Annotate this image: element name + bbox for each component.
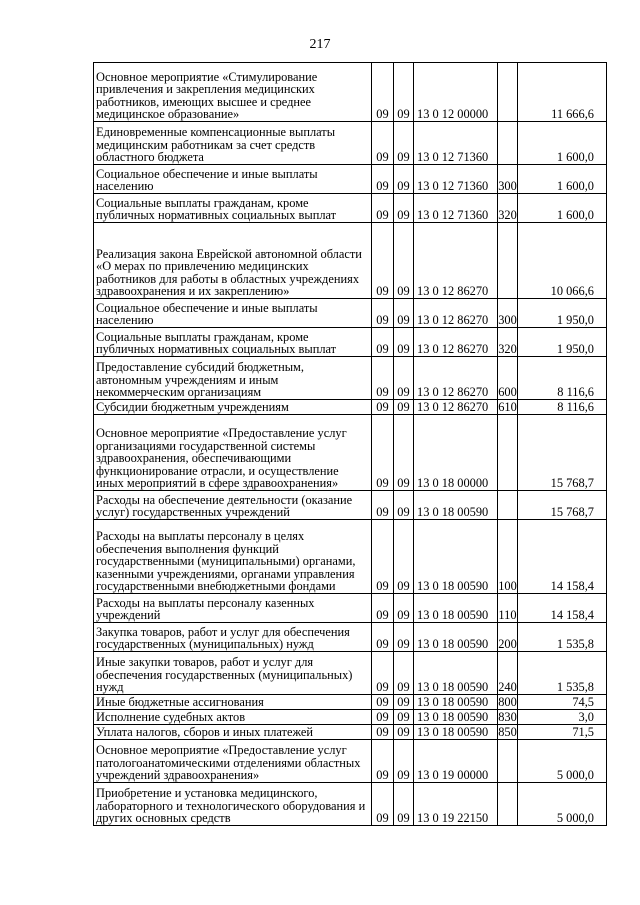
table-row — [94, 223, 607, 299]
row-subsection: 09 — [394, 357, 414, 400]
row-subsection: 09 — [394, 740, 414, 783]
row-name: Основное мероприятие «Стимулирование привлечения и закрепления медицинских работников, имеющих высшее и среднее медицинское образование» — [94, 63, 372, 122]
row-sum: 74,5 — [518, 695, 607, 710]
row-name: Уплата налогов, сборов и иных платежей — [94, 725, 372, 740]
row-subsection: 09 — [394, 695, 414, 710]
row-subsection: 09 — [394, 63, 414, 122]
row-subsection: 09 — [394, 594, 414, 623]
row-subsection: 09 — [394, 652, 414, 695]
row-expense-type: 600 — [498, 357, 518, 400]
row-expense-type — [498, 223, 518, 299]
row-target-article: 13 0 18 00590 — [414, 520, 498, 594]
row-expense-type: 320 — [498, 194, 518, 223]
table-row — [94, 594, 607, 623]
page-number: 217 — [309, 37, 331, 52]
row-subsection: 09 — [394, 400, 414, 415]
row-name: Социальные выплаты гражданам, кроме публичных нормативных социальных выплат — [94, 328, 372, 357]
row-subsection: 09 — [394, 623, 414, 652]
table-row — [94, 652, 607, 695]
table-row — [94, 415, 607, 491]
row-sum: 15 768,7 — [518, 415, 607, 491]
table-row — [94, 725, 607, 740]
row-section: 09 — [372, 740, 394, 783]
table-row — [94, 740, 607, 783]
row-expense-type: 320 — [498, 328, 518, 357]
row-section: 09 — [372, 357, 394, 400]
row-subsection: 09 — [394, 783, 414, 826]
row-target-article: 13 0 18 00590 — [414, 491, 498, 520]
row-name: Иные бюджетные ассигнования — [94, 695, 372, 710]
row-section: 09 — [372, 223, 394, 299]
row-subsection: 09 — [394, 491, 414, 520]
table-row — [94, 710, 607, 725]
row-name: Основное мероприятие «Предоставление услуг патологоанатомическими отделениями областных учреждений здравоохранения» — [94, 740, 372, 783]
row-subsection: 09 — [394, 725, 414, 740]
row-section: 09 — [372, 165, 394, 194]
row-target-article: 13 0 18 00590 — [414, 710, 498, 725]
budget-table — [93, 62, 607, 826]
row-target-article: 13 0 19 00000 — [414, 740, 498, 783]
row-section: 09 — [372, 63, 394, 122]
row-target-article: 13 0 12 71360 — [414, 194, 498, 223]
row-section: 09 — [372, 194, 394, 223]
row-subsection: 09 — [394, 328, 414, 357]
row-expense-type: 100 — [498, 520, 518, 594]
row-target-article: 13 0 18 00590 — [414, 695, 498, 710]
table-row — [94, 165, 607, 194]
row-sum: 1 535,8 — [518, 623, 607, 652]
row-sum: 1 535,8 — [518, 652, 607, 695]
row-section: 09 — [372, 520, 394, 594]
row-section: 09 — [372, 710, 394, 725]
row-name: Расходы на выплаты персоналу казенных учреждений — [94, 594, 372, 623]
row-section: 09 — [372, 415, 394, 491]
row-expense-type — [498, 783, 518, 826]
row-section: 09 — [372, 652, 394, 695]
table-row — [94, 299, 607, 328]
table-row — [94, 194, 607, 223]
row-target-article: 13 0 18 00590 — [414, 725, 498, 740]
row-section: 09 — [372, 725, 394, 740]
row-name: Расходы на выплаты персоналу в целях обеспечения выполнения функций государственными (муниципальными) органами, казенными учреждениями, органами управления государственными внебюджетными фондами — [94, 520, 372, 594]
row-target-article: 13 0 19 22150 — [414, 783, 498, 826]
row-target-article: 13 0 18 00590 — [414, 623, 498, 652]
row-sum: 10 066,6 — [518, 223, 607, 299]
row-sum: 8 116,6 — [518, 400, 607, 415]
row-subsection: 09 — [394, 165, 414, 194]
row-subsection: 09 — [394, 223, 414, 299]
row-target-article: 13 0 12 86270 — [414, 400, 498, 415]
row-sum: 5 000,0 — [518, 783, 607, 826]
row-sum: 8 116,6 — [518, 357, 607, 400]
row-name: Исполнение судебных актов — [94, 710, 372, 725]
row-target-article: 13 0 12 86270 — [414, 223, 498, 299]
row-subsection: 09 — [394, 710, 414, 725]
row-section: 09 — [372, 623, 394, 652]
table-row — [94, 357, 607, 400]
row-name: Иные закупки товаров, работ и услуг для обеспечения государственных (муниципальных) нужд — [94, 652, 372, 695]
row-expense-type: 300 — [498, 299, 518, 328]
row-name: Предоставление субсидий бюджетным, автономным учреждениям и иным некоммерческим организациям — [94, 357, 372, 400]
row-sum: 1 950,0 — [518, 328, 607, 357]
row-sum: 71,5 — [518, 725, 607, 740]
row-subsection: 09 — [394, 415, 414, 491]
row-section: 09 — [372, 491, 394, 520]
row-sum: 14 158,4 — [518, 594, 607, 623]
row-subsection: 09 — [394, 194, 414, 223]
table-row — [94, 783, 607, 826]
row-sum: 14 158,4 — [518, 520, 607, 594]
row-name: Основное мероприятие «Предоставление услуг организациями государственной системы здравоохранения, обеспечивающими функционирование отрасли, и осуществление иных мероприятий в сфере здравоохранения» — [94, 415, 372, 491]
row-sum: 5 000,0 — [518, 740, 607, 783]
row-subsection: 09 — [394, 122, 414, 165]
table-row — [94, 491, 607, 520]
table-row — [94, 328, 607, 357]
row-section: 09 — [372, 328, 394, 357]
row-section: 09 — [372, 594, 394, 623]
row-expense-type — [498, 491, 518, 520]
table-row — [94, 63, 607, 122]
row-name: Социальные выплаты гражданам, кроме публичных нормативных социальных выплат — [94, 194, 372, 223]
row-target-article: 13 0 12 86270 — [414, 328, 498, 357]
row-target-article: 13 0 12 86270 — [414, 357, 498, 400]
row-target-article: 13 0 12 00000 — [414, 63, 498, 122]
row-expense-type: 800 — [498, 695, 517, 710]
row-section: 09 — [372, 299, 394, 328]
row-expense-type: 200 — [498, 623, 518, 652]
row-section: 09 — [372, 695, 394, 710]
row-expense-type: 240 — [498, 652, 518, 695]
row-section: 09 — [372, 783, 394, 826]
row-section: 09 — [372, 400, 394, 415]
row-target-article: 13 0 12 71360 — [414, 165, 498, 194]
row-target-article: 13 0 12 71360 — [414, 122, 498, 165]
row-name: Субсидии бюджетным учреждениям — [94, 400, 372, 415]
row-name: Закупка товаров, работ и услуг для обеспечения государственных (муниципальных) нужд — [94, 623, 372, 652]
row-target-article: 13 0 18 00590 — [414, 652, 498, 695]
row-expense-type: 110 — [498, 594, 518, 623]
table-row — [94, 400, 607, 415]
table-row — [94, 122, 607, 165]
table-row — [94, 520, 607, 594]
row-expense-type: 610 — [498, 400, 517, 415]
row-target-article: 13 0 12 86270 — [414, 299, 498, 328]
row-name: Приобретение и установка медицинского, лабораторного и технологического оборудования и других основных средств — [94, 783, 372, 826]
row-sum: 3,0 — [518, 710, 607, 725]
row-sum: 1 600,0 — [518, 165, 607, 194]
row-target-article: 13 0 18 00000 — [414, 415, 498, 491]
row-sum: 11 666,6 — [518, 63, 607, 122]
row-expense-type: 850 — [498, 725, 517, 740]
row-section: 09 — [372, 122, 394, 165]
row-sum: 1 600,0 — [518, 194, 607, 223]
row-subsection: 09 — [394, 299, 414, 328]
row-name: Единовременные компенсационные выплаты медицинским работникам за счет средств областного бюджета — [94, 122, 372, 165]
row-name: Расходы на обеспечение деятельности (оказание услуг) государственных учреждений — [94, 491, 372, 520]
row-expense-type — [498, 63, 518, 122]
row-target-article: 13 0 18 00590 — [414, 594, 498, 623]
row-name: Социальное обеспечение и иные выплаты населению — [94, 165, 372, 194]
row-sum: 1 600,0 — [518, 122, 607, 165]
row-expense-type — [498, 122, 518, 165]
row-subsection: 09 — [394, 520, 414, 594]
row-name: Социальное обеспечение и иные выплаты населению — [94, 299, 372, 328]
row-expense-type: 300 — [498, 165, 518, 194]
row-expense-type — [498, 740, 518, 783]
row-sum: 15 768,7 — [518, 491, 607, 520]
row-sum: 1 950,0 — [518, 299, 607, 328]
row-expense-type — [498, 415, 518, 491]
row-name: Реализация закона Еврейской автономной области «О мерах по привлечению медицинских работников для работы в областных учреждениях здравоохранения и их закреплению» — [94, 223, 372, 299]
table-row — [94, 695, 607, 710]
table-row — [94, 623, 607, 652]
row-expense-type: 830 — [498, 710, 517, 725]
